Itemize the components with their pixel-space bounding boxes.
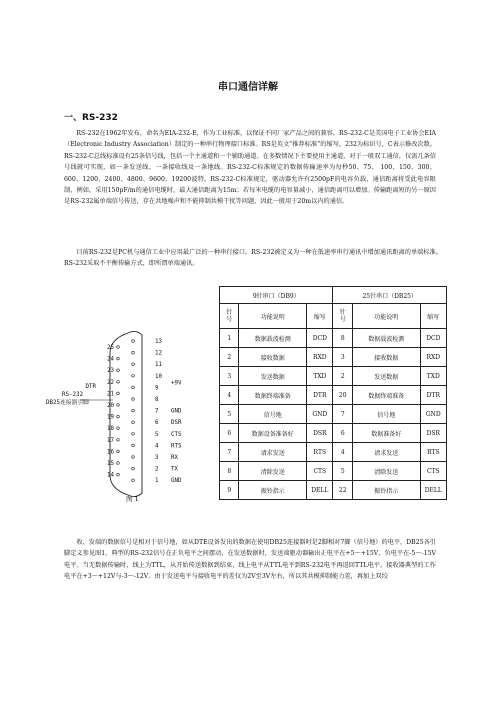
connector-label-db25: DB25连接器引脚: [46, 400, 89, 406]
pin-hole-right: [132, 409, 135, 412]
section-heading-rs232: 一、RS-232: [64, 113, 118, 123]
pin-number-left: 22: [107, 379, 114, 386]
pin-number-right: 4: [155, 443, 159, 450]
table-row: 6 数据设备准备好 DSR 6 数据准备好 DSR: [220, 424, 447, 443]
pin-hole-left: [117, 404, 120, 407]
pin-hole-left: [117, 473, 120, 476]
pin-number-right: 13: [155, 339, 162, 345]
pin-hole-left: [117, 381, 120, 384]
table-row: 2 接收数据 RXD 3 接收数据 RXD: [220, 348, 447, 367]
signal-label: TX: [171, 466, 178, 473]
table-row: 3 发送数据 TXD 2 发送数据 TXD: [220, 367, 447, 386]
pin-hole-right: [132, 444, 135, 447]
signal-label: DSR: [171, 420, 182, 427]
pin-hole-left: [117, 346, 120, 349]
col-pin-db9: 针号: [220, 304, 239, 329]
db9-header: 9针串口（DB9）: [220, 287, 333, 304]
pin-number-right: 12: [155, 350, 162, 357]
pin-hole-left: [117, 462, 120, 465]
pin-definition-table: [219, 286, 447, 500]
pin-hole-right: [132, 421, 135, 424]
pin-hole-left: [117, 369, 120, 372]
signal-label: GND: [171, 478, 182, 485]
pin-hole-left: [117, 450, 120, 453]
pin-hole-right: [132, 386, 135, 389]
pin-number-left: 18: [107, 426, 114, 433]
db25-header: 25针串口（DB25）: [333, 287, 447, 304]
pin-number-right: 1: [155, 478, 159, 485]
pin-number-left: 23: [107, 368, 114, 375]
paragraph-intro: RS-232在1962年发布，命名为EIA-232-E，作为工业标准，以保证不同厂家产品之间的兼容。RS-232-C是美国电子工业协会EIA（Electronic Industry Association）制定的一种串行物理接口标准。RS是英文“推荐标准”的缩写，232为标识号，C表示修改次数。RS-232-C总线标准设有25条信号线，包括一个主通道和一个辅助通道。在多数情况下主要使用主通道，对于一般双工通信，仅需几条信号线就可实现，如一条发送线、一条接收线及一条地线。RS-232-C标准规定的数据传输速率为每秒50、75、 100、150、300、600、1200、2400、4800、9600、19200波特。RS-232-C标准规定，驱动器允许有2500pF的电容负载，通信距离将受此电容限制，例如，采用150pF/m的通信电缆时，最大通信距离为15m；若每米电缆的电容量减小，通信距离可以增加。传输距离短的另一原因是RS-232属单端信号传送，存在共地噪声和不能抑制共模干扰等问题，因此一般用于20m以内的通信。: [64, 130, 436, 206]
signal-label-group: [171, 380, 182, 484]
pin-number-right: 2: [155, 466, 159, 473]
pin-hole-left: [117, 427, 120, 430]
signal-label: GND: [171, 408, 182, 415]
pin-number-right: 9: [155, 385, 159, 392]
table-row: 4 数据终端准备 DTR 20 数据终端准备 DTR: [220, 386, 447, 405]
col-func-db9: 功能说明: [239, 304, 307, 329]
paragraph-signal-levels: 收、发端的数据信号是相对于信号地，如从DTE设备发出的数据在使用DB25连接器时是2脚相对7脚（信号地）的电平，DB25各引脚定义参见图1，典型的RS-232信号在正负电平之间摆动，在发送数据时，发送端驱动器输出正电平在+5～+15V，负电平在-5～-15V电平。当无数据传输时，线上为TTL，从开始传送数据到结束，线上电平从TTL电平到RS-232电平再返回TTL电平。接收器典型的工作电平在+3～+12V与-3～-12V。由于发送电平与接收电平的差仅为2V至3V左右，所以其共模抑制能力差，再加上双绞: [64, 539, 436, 581]
pin-number-right: 5: [155, 431, 159, 438]
table-row: 8 清除发送 CTS 5 清除发送 CTS: [220, 462, 447, 481]
connector-label-rs232: RS-232: [62, 392, 83, 398]
pin-hole-right: [132, 375, 135, 378]
left-pin-group: [107, 345, 119, 479]
pin-hole-right: [132, 479, 135, 482]
pin-number-left: 21: [107, 391, 114, 398]
pin-number-left: 19: [107, 414, 114, 421]
pin-number-left: 20: [107, 403, 114, 409]
signal-label: +9V: [171, 380, 182, 387]
pin-number-right: 11: [155, 362, 162, 369]
db25-connector-diagram: [40, 325, 210, 500]
dtr-label: DTR: [85, 384, 96, 390]
pin-hole-right: [132, 456, 135, 459]
pin-hole-right: [132, 398, 135, 401]
pin-number-right: 6: [155, 420, 159, 427]
signal-label: RTS: [171, 443, 182, 450]
pin-number-right: 8: [155, 397, 159, 403]
pin-hole-right: [132, 467, 135, 470]
pin-hole-right: [132, 363, 135, 366]
pin-number-left: 15: [107, 461, 114, 467]
paragraph-usage: 目前RS-232是PC机与通信工业中应用最广泛的一种串行接口。RS-232被定义为一种在低速率串行通讯中增加通讯距离的单端标准。RS-232采取不平衡传输方式，即所谓单端通讯。: [64, 249, 442, 268]
pin-number-left: 14: [107, 472, 114, 479]
table-row: 7 请求发送 RTS 4 请求发送 RTS: [220, 443, 447, 462]
table-row: 5 信号地 GND 7 信号地 GND: [220, 405, 447, 424]
pin-number-right: 3: [155, 455, 159, 461]
pin-hole-left: [117, 392, 120, 395]
pin-number-left: 25: [107, 345, 114, 351]
connector-outline: [110, 331, 142, 496]
table-row: 1 数据载波检测 DCD 8 数据载波检测 DCD: [220, 329, 447, 348]
pin-hole-right: [132, 351, 135, 354]
page-title: 串口通信详解: [218, 82, 278, 93]
pin-number-left: 17: [107, 437, 114, 444]
table-row: 9 振铃指示 DELL 22 振铃指示 DELL: [220, 481, 447, 500]
figure-caption: 图 1: [126, 495, 139, 503]
col-abbr-db25: 缩写: [420, 304, 446, 329]
col-pin-db25: 针号: [333, 304, 352, 329]
signal-label: CTS: [171, 431, 182, 438]
pin-number-left: 16: [107, 449, 114, 456]
right-pin-group: [132, 339, 163, 484]
col-abbr-db9: 缩写: [307, 304, 333, 329]
pin-number-right: 10: [155, 373, 162, 380]
signal-label: RX: [171, 455, 178, 461]
col-func-db25: 功能说明: [352, 304, 420, 329]
pin-hole-right: [132, 340, 135, 343]
pin-hole-right: [132, 433, 135, 436]
pin-hole-left: [117, 439, 120, 442]
pin-hole-left: [117, 357, 120, 360]
pin-hole-left: [117, 415, 120, 418]
pin-number-right: 7: [155, 408, 159, 415]
pin-number-left: 24: [107, 356, 114, 363]
